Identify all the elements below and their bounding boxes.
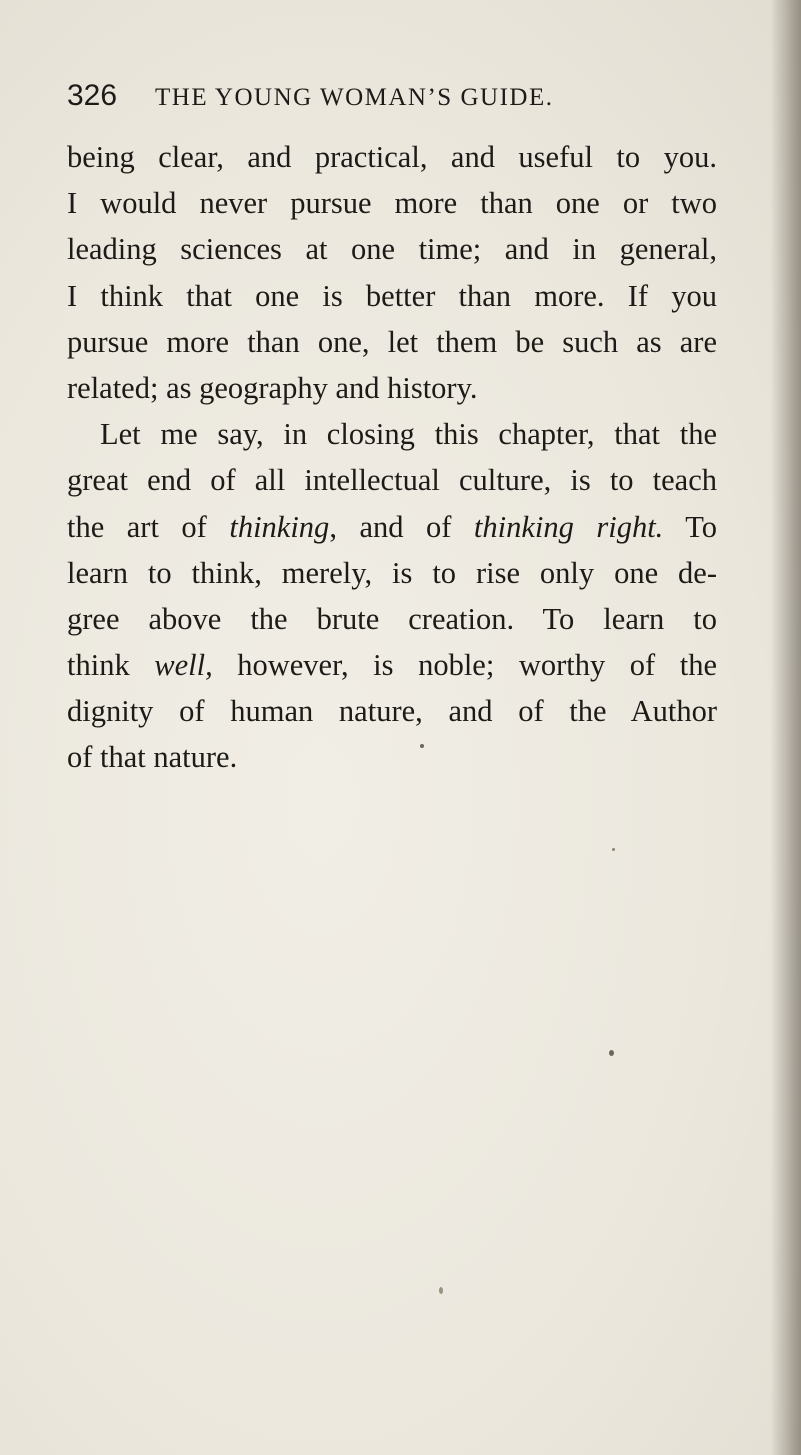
text-line-1: being clear, and practical, and useful to you. [67, 140, 717, 174]
running-head: THE YOUNG WOMAN’S GUIDE. [155, 84, 554, 111]
emphasis-well: well, [154, 648, 213, 683]
text-line-4: I think that one is better than more. If you [67, 278, 717, 313]
text-line-12 [67, 642, 717, 688]
text-line-10: learn to think, merely, is to rise only one de- [67, 555, 717, 590]
text-line-6: related; as geography and history. [67, 370, 478, 405]
emphasis-thinking: thinking [229, 509, 330, 544]
page-number: 326 [67, 79, 118, 112]
paper-speck [609, 1050, 614, 1056]
text-line-13: dignity of human nature, and of the Author [67, 694, 717, 729]
text-line-2: I would never pursue more than one or two [67, 186, 717, 221]
page-edge-shadow [771, 0, 801, 1455]
text-line-12-part-2: however, is noble; worthy of the [212, 648, 717, 683]
text-line-8: great end of all intellectual culture, is to teach [67, 463, 717, 498]
page-header [67, 74, 757, 118]
text-line-12-part-1: think [67, 648, 155, 683]
text-line-9-part-2: , and of [329, 509, 474, 544]
paper-speck [420, 744, 424, 748]
text-line-9 [67, 504, 717, 550]
text-line-9-part-3: To [663, 509, 717, 544]
text-line-11: gree above the brute creation. To learn to [67, 601, 717, 636]
text-line-7: Let me say, in closing this chapter, that the [100, 417, 717, 452]
text-line-9-part-1: the art of [67, 509, 230, 544]
paper-speck [439, 1287, 443, 1294]
text-line-14: of that nature. [67, 740, 238, 775]
paper-speck [612, 848, 615, 851]
body-text [67, 134, 717, 781]
text-line-3: leading sciences at one time; and in general, [67, 232, 717, 267]
text-line-5: pursue more than one, let them be such as are [67, 324, 717, 359]
emphasis-thinking-right: thinking right. [473, 509, 664, 544]
